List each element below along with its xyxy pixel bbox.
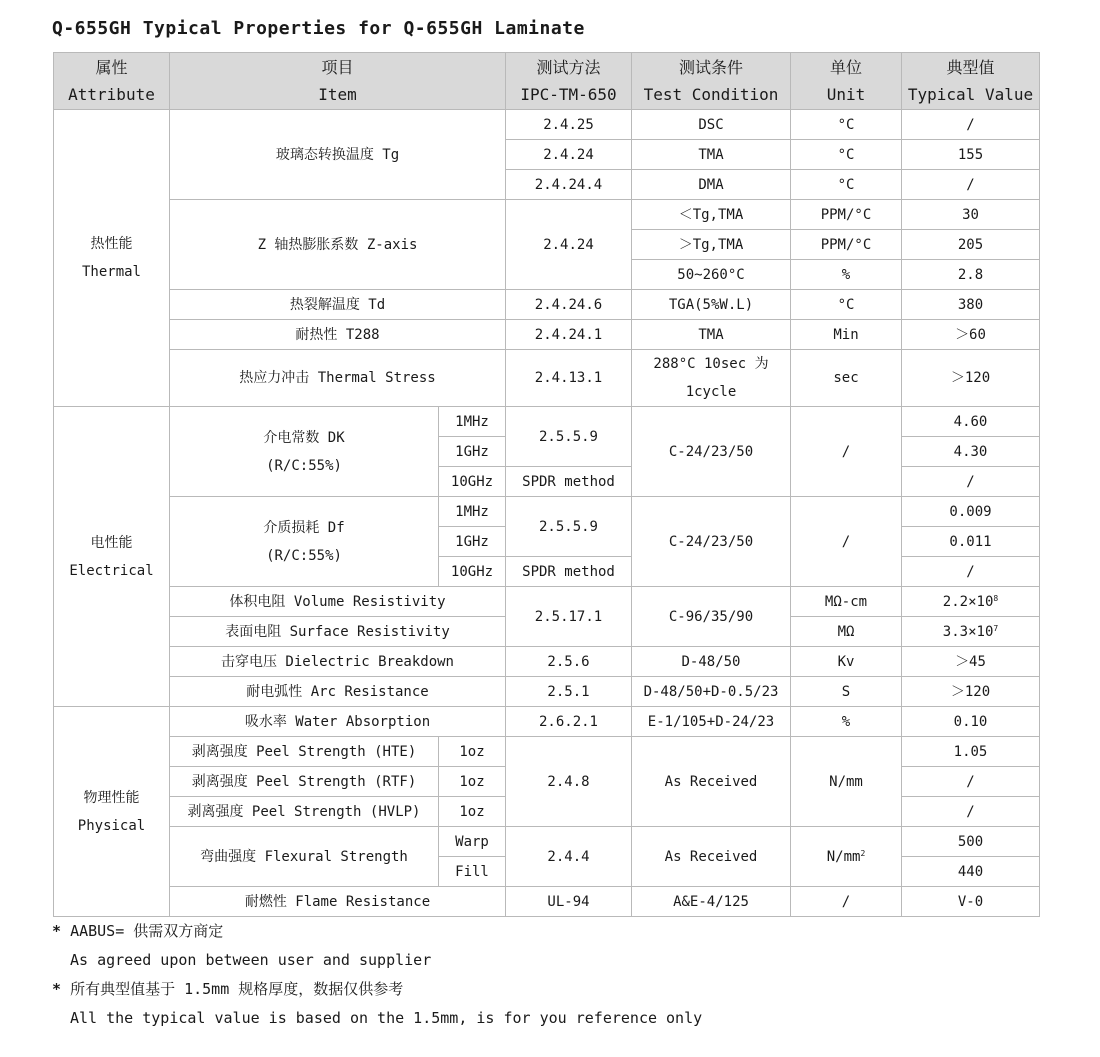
header-row (54, 53, 1040, 110)
unit-cell: / (791, 407, 902, 497)
unit-cell: MΩ (791, 617, 902, 647)
item-volume-resistivity: 体积电阻 Volume Resistivity (170, 587, 506, 617)
condition-cell: TMA (632, 140, 791, 170)
condition-cell: C-24/23/50 (632, 407, 791, 497)
table-row (54, 647, 1040, 677)
item-breakdown: 击穿电压 Dielectric Breakdown (170, 647, 506, 677)
method-cell: 2.5.17.1 (506, 587, 632, 647)
item-t288: 耐热性 T288 (170, 320, 506, 350)
header-value: 典型值 Typical Value (902, 53, 1040, 110)
method-cell: SPDR method (506, 557, 632, 587)
value-cell: / (902, 767, 1040, 797)
note-2-en: All the typical value is based on the 1.5mm, is for you reference only (70, 1009, 703, 1027)
item-tg: 玻璃态转换温度 Tg (170, 110, 506, 200)
note-1-en: As agreed upon between user and supplier (70, 951, 432, 969)
method-cell: 2.5.5.9 (506, 407, 632, 467)
header-item: 项目 Item (170, 53, 506, 110)
value-cell: 155 (902, 140, 1040, 170)
freq-cell: 10GHz (439, 557, 506, 587)
item-surface-resistivity: 表面电阻 Surface Resistivity (170, 617, 506, 647)
condition-cell: C-24/23/50 (632, 497, 791, 587)
header-method: 测试方法 IPC-TM-650 (506, 53, 632, 110)
spec-cell: Fill (439, 857, 506, 887)
properties-table (53, 52, 1040, 917)
value-cell: ＞120 (902, 677, 1040, 707)
value-cell: $2.2\times 10^8$ (902, 587, 1040, 617)
unit-cell: Min (791, 320, 902, 350)
value-cell: / (902, 170, 1040, 200)
table-row (54, 887, 1040, 917)
condition-cell: ＜Tg,TMA (632, 200, 791, 230)
unit-cell: $N/mm^2$ (791, 827, 902, 887)
footnotes (52, 917, 702, 1033)
unit-cell: PPM/°C (791, 200, 902, 230)
table-row (54, 200, 1040, 230)
value-cell: 440 (902, 857, 1040, 887)
table-row (54, 497, 1040, 527)
item-peel-rtf: 剥离强度 Peel Strength (RTF) (170, 767, 439, 797)
unit-cell: °C (791, 110, 902, 140)
value-cell: 1.05 (902, 737, 1040, 767)
unit-cell: Kv (791, 647, 902, 677)
note-1: * AABUS= 供需双方商定 (52, 922, 224, 940)
freq-cell: 1MHz (439, 407, 506, 437)
method-cell: 2.4.13.1 (506, 350, 632, 407)
condition-cell: DMA (632, 170, 791, 200)
condition-cell: D-48/50 (632, 647, 791, 677)
unit-cell: °C (791, 290, 902, 320)
item-flame: 耐燃性 Flame Resistance (170, 887, 506, 917)
method-cell: UL-94 (506, 887, 632, 917)
method-cell: 2.4.24 (506, 140, 632, 170)
value-cell: / (902, 110, 1040, 140)
condition-cell: DSC (632, 110, 791, 140)
condition-cell: As Received (632, 737, 791, 827)
method-cell: 2.4.8 (506, 737, 632, 827)
value-cell: ＞120 (902, 350, 1040, 407)
value-cell: / (902, 467, 1040, 497)
table-row (54, 827, 1040, 857)
table-row (54, 737, 1040, 767)
value-cell: 4.60 (902, 407, 1040, 437)
group-thermal: 热性能 Thermal (54, 110, 170, 407)
method-cell: 2.4.24.4 (506, 170, 632, 200)
method-cell: 2.4.24.6 (506, 290, 632, 320)
item-td: 热裂解温度 Td (170, 290, 506, 320)
method-cell: SPDR method (506, 467, 632, 497)
unit-cell: °C (791, 140, 902, 170)
condition-cell: 288°C 10sec 为 1cycle (632, 350, 791, 407)
note-2: * 所有典型值基于 1.5mm 规格厚度，数据仅供参考 (52, 980, 404, 998)
condition-cell: As Received (632, 827, 791, 887)
unit-cell: PPM/°C (791, 230, 902, 260)
group-physical: 物理性能 Physical (54, 707, 170, 917)
value-cell: 0.009 (902, 497, 1040, 527)
item-water: 吸水率 Water Absorption (170, 707, 506, 737)
table-row (54, 587, 1040, 617)
freq-cell: 10GHz (439, 467, 506, 497)
table-row (54, 110, 1040, 140)
value-cell: 380 (902, 290, 1040, 320)
value-cell: 205 (902, 230, 1040, 260)
condition-cell: TGA(5%W.L) (632, 290, 791, 320)
unit-cell: MΩ-cm (791, 587, 902, 617)
value-cell: / (902, 797, 1040, 827)
condition-cell: D-48/50+D-0.5/23 (632, 677, 791, 707)
freq-cell: 1MHz (439, 497, 506, 527)
group-electrical: 电性能 Electrical (54, 407, 170, 707)
spec-cell: 1oz (439, 797, 506, 827)
method-cell: 2.4.24 (506, 200, 632, 290)
value-cell: 30 (902, 200, 1040, 230)
value-cell: 0.10 (902, 707, 1040, 737)
item-thermal-stress: 热应力冲击 Thermal Stress (170, 350, 506, 407)
header-attribute: 属性 Attribute (54, 53, 170, 110)
method-cell: 2.4.4 (506, 827, 632, 887)
document-title: Q-655GH Typical Properties for Q-655GH Laminate (52, 18, 585, 39)
unit-cell: % (791, 260, 902, 290)
method-cell: 2.5.6 (506, 647, 632, 677)
item-df: 介质损耗 Df (R/C:55%) (170, 497, 439, 587)
spec-cell: 1oz (439, 737, 506, 767)
spec-cell: Warp (439, 827, 506, 857)
value-cell: ＞60 (902, 320, 1040, 350)
table-row (54, 407, 1040, 437)
unit-cell: N/mm (791, 737, 902, 827)
unit-cell: % (791, 707, 902, 737)
value-cell: 2.8 (902, 260, 1040, 290)
unit-cell: sec (791, 350, 902, 407)
item-cte: Z 轴热膨胀系数 Z-axis (170, 200, 506, 290)
unit-cell: °C (791, 170, 902, 200)
table-row (54, 677, 1040, 707)
item-dk: 介电常数 DK (R/C:55%) (170, 407, 439, 497)
value-cell: ＞45 (902, 647, 1040, 677)
method-cell: 2.5.5.9 (506, 497, 632, 557)
value-cell: 500 (902, 827, 1040, 857)
method-cell: 2.4.25 (506, 110, 632, 140)
method-cell: 2.6.2.1 (506, 707, 632, 737)
freq-cell: 1GHz (439, 437, 506, 467)
condition-cell: A&E-4/125 (632, 887, 791, 917)
table-row (54, 320, 1040, 350)
table-row (54, 290, 1040, 320)
item-flexural: 弯曲强度 Flexural Strength (170, 827, 439, 887)
header-condition: 测试条件 Test Condition (632, 53, 791, 110)
value-cell: 4.30 (902, 437, 1040, 467)
item-arc: 耐电弧性 Arc Resistance (170, 677, 506, 707)
item-peel-hvlp: 剥离强度 Peel Strength (HVLP) (170, 797, 439, 827)
item-peel-hte: 剥离强度 Peel Strength (HTE) (170, 737, 439, 767)
value-cell: 0.011 (902, 527, 1040, 557)
method-cell: 2.5.1 (506, 677, 632, 707)
freq-cell: 1GHz (439, 527, 506, 557)
condition-cell: ＞Tg,TMA (632, 230, 791, 260)
unit-cell: / (791, 887, 902, 917)
value-cell: / (902, 557, 1040, 587)
method-cell: 2.4.24.1 (506, 320, 632, 350)
header-unit: 单位 Unit (791, 53, 902, 110)
condition-cell: C-96/35/90 (632, 587, 791, 647)
condition-cell: E-1/105+D-24/23 (632, 707, 791, 737)
condition-cell: 50~260°C (632, 260, 791, 290)
spec-cell: 1oz (439, 767, 506, 797)
table-row (54, 707, 1040, 737)
value-cell: $3.3\times 10^7$ (902, 617, 1040, 647)
unit-cell: S (791, 677, 902, 707)
unit-cell: / (791, 497, 902, 587)
value-cell: V-0 (902, 887, 1040, 917)
condition-cell: TMA (632, 320, 791, 350)
